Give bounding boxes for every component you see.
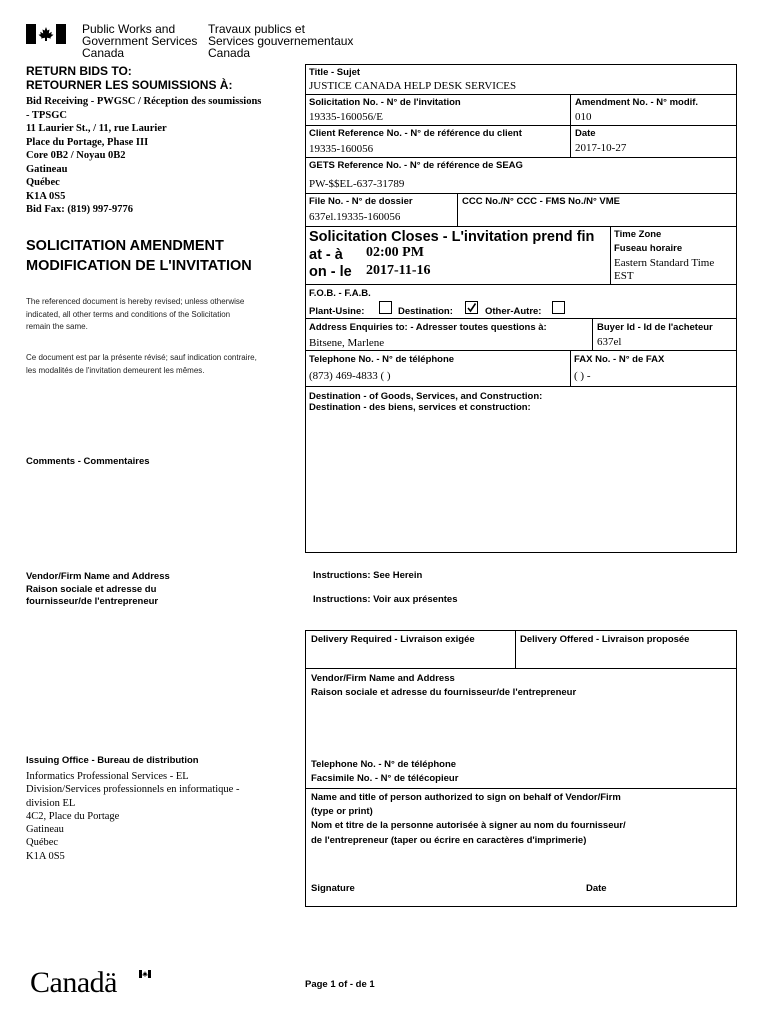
- vendor-telephone-label: Telephone No. - N° de téléphone: [311, 759, 457, 770]
- issuing-office-line: K1A 0S5: [26, 850, 65, 862]
- on-label: on - le: [309, 264, 352, 280]
- amendment-title-en: SOLICITATION AMENDMENT: [26, 238, 224, 254]
- dept-fr-line: Travaux publics et: [208, 22, 305, 36]
- time-zone-value: Eastern Standard Time: [614, 257, 715, 269]
- at-label: at - à: [309, 247, 343, 263]
- canada-wordmark-text: Canadä: [30, 966, 117, 999]
- return-bids-title-en: RETURN BIDS TO:: [26, 64, 132, 78]
- address-line: Bid Receiving - PWGSC / Réception des soumissions: [26, 96, 262, 107]
- address-enquiries-value: Bitsene, Marlene: [309, 337, 385, 349]
- note-line: Ce document est par la présente révisé; sauf indication contraire,: [26, 353, 257, 362]
- issuing-office-line: division EL: [26, 797, 76, 809]
- date-value: 2017-10-27: [575, 142, 627, 154]
- address-line: Bid Fax: (819) 997-9776: [26, 204, 134, 215]
- solicitation-no-label: Solicitation No. - N° de l'invitation: [309, 97, 461, 108]
- amendment-note-french: [26, 352, 257, 377]
- address-line: Gatineau: [26, 163, 68, 175]
- issuing-office-line: Québec: [26, 837, 59, 849]
- note-line: les modalités de l'invitation demeurent les mêmes.: [26, 365, 205, 375]
- closing-date-value: 2017-11-16: [366, 263, 431, 278]
- buyer-id-value: 637el: [597, 336, 622, 348]
- dept-fr-line: Canada: [208, 46, 251, 60]
- address-line: Québec: [26, 177, 60, 188]
- vendor-label-left: [26, 571, 170, 609]
- amendment-title: [26, 236, 252, 276]
- time-zone-abbrev: EST: [614, 270, 634, 282]
- delivery-offered-label: Delivery Offered - Livraison proposée: [520, 634, 690, 645]
- instructions-en: Instructions: See Herein: [313, 570, 423, 581]
- date-label: Date: [575, 128, 596, 139]
- issuing-office-line: Division/Services professionnels en informatique -: [26, 784, 240, 796]
- department-name-english: [82, 23, 197, 59]
- address-line: 11 Laurier St., / 11, rue Laurier: [26, 123, 167, 134]
- fuseau-horaire-label: Fuseau horaire: [614, 243, 683, 254]
- instructions-fr: Instructions: Voir aux présentes: [313, 594, 458, 605]
- other-autre-checkbox[interactable]: [552, 301, 565, 314]
- fax-value: ( ) -: [574, 370, 591, 382]
- dept-en-line: Public Works and: [82, 22, 176, 36]
- solicitation-no-value: 19335-160056/E: [309, 111, 383, 123]
- note-line: remain the same.: [26, 322, 88, 331]
- file-no-label: File No. - N° de dossier: [309, 196, 413, 207]
- plant-usine-checkbox[interactable]: [379, 301, 392, 314]
- destination-checkbox[interactable]: [465, 301, 478, 314]
- vendor-name-label: Vendor/Firm Name and Address: [311, 673, 455, 684]
- address-enquiries-label: Address Enquiries to: - Adresser toutes questions à:: [309, 322, 547, 333]
- canada-wordmark-logo: [30, 966, 117, 1000]
- issuing-office-line: 4C2, Place du Portage: [26, 810, 120, 822]
- department-name-french: [208, 23, 353, 59]
- signature-label: Signature: [311, 883, 355, 894]
- checkmark-icon: [466, 302, 477, 313]
- address-line: K1A 0S5: [26, 190, 66, 202]
- canada-flag-icon: [26, 24, 66, 44]
- vendor-label-line: fournisseur/de l'entrepreneur: [26, 596, 159, 607]
- other-autre-label: Other-Autre:: [485, 306, 542, 317]
- file-no-value: 637el.19335-160056: [309, 211, 401, 223]
- ccc-no-label: CCC No./N° CCC - FMS No./N° VME: [462, 196, 621, 207]
- vendor-label-line: Raison sociale et adresse du: [26, 583, 157, 595]
- address-line: Core 0B2 / Noyau 0B2: [26, 150, 126, 161]
- amendment-note-english: [26, 296, 244, 334]
- vendor-facsimile-label: Facsimile No. - N° de télécopieur: [311, 773, 459, 784]
- client-reference-value: 19335-160056: [309, 143, 374, 155]
- solicitation-closes-label: Solicitation Closes - L'invitation prend fin: [309, 229, 595, 245]
- gets-reference-value: PW-$$EL-637-31789: [309, 178, 405, 190]
- address-line: - TPSGC: [26, 109, 67, 121]
- telephone-label: Telephone No. - N° de téléphone: [309, 354, 455, 365]
- issuing-office-label: Issuing Office - Bureau de distribution: [26, 755, 199, 766]
- signer-label-line: Nom et titre de la personne autorisée à signer au nom du fournisseur/: [311, 820, 626, 832]
- client-reference-label: Client Reference No. - N° de référence du client: [309, 128, 522, 139]
- fob-label: F.O.B. - F.A.B.: [309, 288, 371, 299]
- dept-en-line: Canada: [82, 46, 125, 60]
- issuing-office-address: [26, 770, 239, 863]
- issuing-office-line: Informatics Professional Services - EL: [26, 771, 189, 782]
- signer-label-line: de l'entrepreneur (taper ou écrire en caractères d'imprimerie): [311, 834, 587, 846]
- amendment-no-value: 010: [575, 111, 592, 123]
- issuing-office-line: Gatineau: [26, 824, 64, 836]
- title-label: Title - Sujet: [309, 67, 361, 78]
- fax-label: FAX No. - N° de FAX: [574, 354, 665, 365]
- signature-date-label: Date: [586, 883, 607, 894]
- buyer-id-label: Buyer Id - Id de l'acheteur: [597, 322, 713, 333]
- note-line: indicated, all other terms and conditions of the Solicitation: [26, 309, 231, 319]
- comments-label: Comments - Commentaires: [26, 456, 150, 467]
- delivery-required-label: Delivery Required - Livraison exigée: [311, 634, 475, 645]
- dept-fr-line: Services gouvernementaux: [208, 34, 354, 48]
- time-zone-label: Time Zone: [614, 229, 662, 240]
- signer-label-line: (type or print): [311, 806, 373, 818]
- amendment-title-fr: MODIFICATION DE L'INVITATION: [26, 258, 252, 274]
- closing-time-value: 02:00 PM: [366, 245, 424, 260]
- telephone-value: (873) 469-4833 ( ): [309, 370, 391, 382]
- authorized-signer-label: [311, 791, 626, 848]
- note-line: The referenced document is hereby revised; unless otherwise: [26, 297, 245, 306]
- vendor-label-line: Vendor/Firm Name and Address: [26, 571, 170, 582]
- destination-goods-label-en: Destination - of Goods, Services, and Construction:: [309, 391, 543, 402]
- amendment-no-label: Amendment No. - N° modif.: [575, 97, 699, 108]
- return-bids-title-fr: RETOURNER LES SOUMISSIONS À:: [26, 78, 233, 92]
- return-bids-address: [26, 95, 261, 217]
- gets-reference-label: GETS Reference No. - N° de référence de SEAG: [309, 160, 523, 171]
- vendor-name-label-fr: Raison sociale et adresse du fournisseur/de l'entrepreneur: [311, 687, 577, 698]
- page-number: Page 1 of - de 1: [305, 979, 375, 990]
- destination-label: Destination:: [398, 306, 453, 317]
- destination-goods-label-fr: Destination - des biens, services et construction:: [309, 402, 531, 413]
- plant-usine-label: Plant-Usine:: [309, 306, 365, 317]
- signer-label-line: Name and title of person authorized to sign on behalf of Vendor/Firm: [311, 792, 621, 803]
- address-line: Place du Portage, Phase III: [26, 136, 149, 148]
- wordmark-flag-icon: [139, 970, 151, 978]
- return-bids-title: [26, 64, 232, 92]
- title-value: JUSTICE CANADA HELP DESK SERVICES: [309, 80, 517, 92]
- dept-en-line: Government Services: [82, 34, 198, 48]
